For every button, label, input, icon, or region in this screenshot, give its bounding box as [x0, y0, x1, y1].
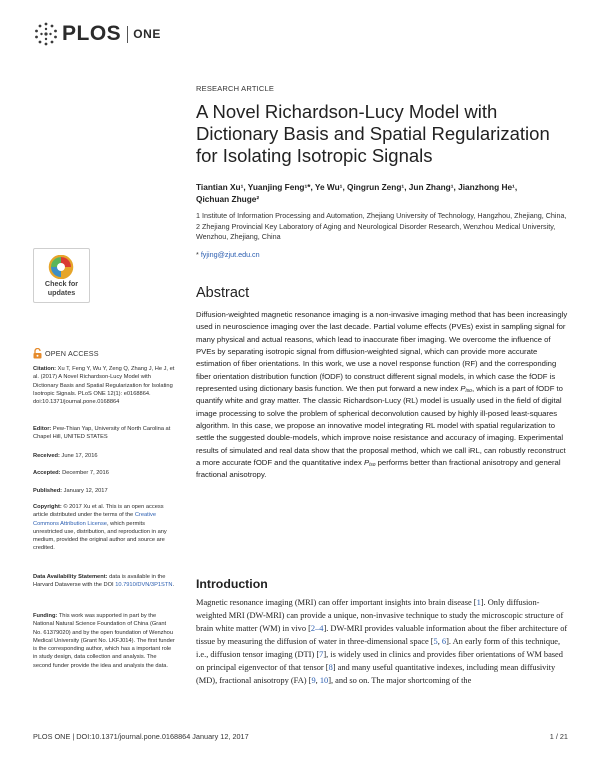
reference-link[interactable]: 9: [311, 676, 316, 686]
intro-text-5: ]. An early form of this technique, i.e., diffusion tensor imaging (DTI) [: [196, 637, 561, 660]
abstract-body: [196, 309, 568, 482]
intro-text-3: ]. DW-MRI provides valuable information about the fiber architecture of tissue by measuring the diffusion of water in three-dimensional space [: [196, 624, 568, 647]
data-availability-block: [33, 573, 176, 590]
received-value: June 17, 2016: [61, 453, 98, 459]
index-subscript-2: iso: [369, 462, 376, 469]
intro-text-7: ] and many useful quantitative indexes, including mean diffusivity (MD), fractional anisotropy (FA) [: [196, 663, 556, 686]
logo-journal: ONE: [133, 27, 161, 41]
intro-text-1: Magnetic resonance imaging (MRI) can offer important insights into brain disease [: [196, 598, 477, 607]
editor-label: Editor:: [33, 426, 52, 432]
intro-text-9: ], and so on. The major shortcoming of the: [328, 676, 472, 686]
open-lock-icon: [33, 348, 42, 359]
reference-link[interactable]: 10: [319, 676, 329, 686]
received-date: [33, 452, 176, 460]
footer-citation: PLOS ONE | DOI:10.1371/journal.pone.0168864 January 12, 2017: [33, 732, 249, 741]
received-label: Received:: [33, 453, 60, 459]
open-access-label: OPEN ACCESS: [45, 349, 99, 358]
email-asterisk: *: [196, 250, 199, 259]
affiliations: 1 Institute of Information Processing and Automation, Zhejiang University of Technology, Hangzhou, Zhejiang, China, 2 Zhejiang Provincial Key Laboratory of Aging and Neurological Disorder Research, Wenzhou Medical University, Wenzhou, Zhejiang, China: [196, 211, 567, 242]
data-availability-pre: data is available in the Harvard Dataverse with the DOI: [33, 574, 166, 589]
authors-line-1: Tiantian Xu¹, Yuanjing Feng¹*, Ye Wu¹, Qingrun Zeng¹, Jun Zhang¹, Jianzhong He¹,: [196, 182, 518, 192]
copyright-post: , which permits unrestricted use, distribution, and reproduction in any medium, provided the original author and source are credited.: [33, 520, 167, 552]
abstract-part-1: Diffusion-weighted magnetic resonance imaging is a non-invasive imaging method that has been increasingly used in neuroscience imaging over the last decade. Partial volume effects (PVEs) exist in sampling signal for many physical and actual reasons, which lead to inaccurate fiber imaging. We overcome the influence of PVEs by separating isotropic signal from diffusion-weighted signal, which can provide more accurate estimation of fiber orientations. In this work, we use a novel response function (RF) and the corresponding fiber orientation distribution function (fODF) to construct different signal models, in which case the fODF is represented using dictionary basis function. We then put forward a new index: [196, 310, 568, 394]
crossmark-line-2: updates: [47, 287, 76, 297]
introduction-body: [196, 596, 568, 687]
email-link[interactable]: fyjing@zjut.edu.cn: [200, 250, 260, 259]
intro-text-4: ,: [437, 637, 442, 647]
intro-text-2: ]. Only diffusion-weighted MRI (DW-MRI) can provide a unique, non-invasive technique to study the microscopic structure of brain white matter (WM) in vivo [: [196, 598, 564, 634]
cc-license-link[interactable]: Creative Commons Attribution License: [33, 512, 156, 527]
accepted-value: December 7, 2016: [62, 470, 109, 476]
authors-line-2: Qichuan Zhuge²: [196, 194, 260, 205]
citation-text: Xu T, Feng Y, Wu Y, Zeng Q, Zhang J, He J, et al. (2017) A Novel Richardson-Lucy Model with Dictionary Basis and Spatial Regularization for Isolating Isotropic Signals. PLoS ONE 12(1): e0168864. doi:10.1371/journal.pone.0168864: [33, 366, 175, 406]
copyright-pre: © 2017 Xu et al. This is an open access article distributed under the terms of the: [33, 504, 164, 519]
citation-label: Citation:: [33, 366, 57, 372]
logo-divider: [127, 26, 128, 43]
reference-link[interactable]: 8: [328, 663, 333, 673]
funding-block: [33, 612, 176, 670]
abstract-part-3: performs better than fractional anisotropy and general fractional anisotropy.: [196, 458, 561, 480]
plos-one-logo: [33, 22, 161, 46]
funding-label: Funding:: [33, 613, 58, 619]
check-for-updates-badge[interactable]: [33, 248, 90, 303]
index-symbol-2: P: [363, 458, 370, 468]
corresponding-email: [196, 250, 260, 259]
data-availability-label: Data Availability Statement:: [33, 574, 108, 580]
citation-block: [33, 365, 176, 406]
index-symbol: P: [460, 384, 466, 394]
crossmark-icon: [48, 255, 74, 279]
article-type: RESEARCH ARTICLE: [196, 84, 275, 93]
editor-block: [33, 425, 176, 442]
copyright-block: [33, 503, 176, 553]
published-date: [33, 487, 176, 495]
dataverse-doi-link[interactable]: 10.7910/DVN/3P1STN: [115, 582, 173, 589]
page-number: 1 / 21: [549, 732, 568, 741]
accepted-date: [33, 469, 176, 477]
accepted-label: Accepted:: [33, 470, 61, 476]
reference-link[interactable]: 7: [319, 650, 324, 660]
author-list: [196, 181, 556, 206]
plos-dots-icon: [33, 22, 59, 46]
article-title: A Novel Richardson-Lucy Model with Dictionary Basis and Spatial Regularization for Isolating Isotropic Signals: [196, 101, 550, 166]
logo-word: PLOS: [62, 22, 122, 45]
abstract-part-2: , which is a part of fODF to quantify white and gray matter. The classic Richardson-Lucy (RL) model is usually used in the field of digital image processing to solve the problem of spherical deconvolution caused by highly ill-posed least-squares algorithm. In this case, we propose an innovative model integrating RL model with spatial regularization to settle the suggested double-models, which improve noise resistance and accuracy of imaging. Experimental results of simulated and real data show that the proposal method, which we call iRL, can robustly reconstruct a more accurate fODF and the quantitative index: [196, 384, 566, 468]
editor-text: Pew-Thian Yap, University of North Carolina at Chapel Hill, UNITED STATES: [33, 426, 171, 441]
published-value: January 12, 2017: [63, 488, 108, 494]
intro-text-8: ,: [315, 676, 320, 686]
open-access-badge: [33, 348, 99, 359]
reference-link[interactable]: 6: [441, 637, 447, 647]
funding-text: This work was supported in part by the National Natural Science Foundation of China (Grant No. 61379020) and by the open foundation of Wenzhou Medical University (Grant No. LKFJ014). The first funder is the corresponding author, which has a important role in study design, data collection and analysis. The second funder provide the idea and analysis the data.: [33, 613, 175, 669]
intro-text-6: ], is widely used in clinics and provides fiber orientations of WM based on principal eigenvector of that tensor [: [196, 650, 563, 673]
abstract-heading: Abstract: [196, 285, 250, 301]
data-availability-post: .: [172, 582, 175, 589]
index-subscript: iso: [465, 388, 472, 395]
reference-link[interactable]: 5: [433, 637, 438, 647]
crossmark-line-1: Check for: [44, 279, 79, 288]
published-label: Published:: [33, 488, 63, 494]
copyright-label: Copyright:: [33, 504, 62, 510]
reference-link[interactable]: 1: [476, 598, 481, 607]
crossmark-label: [34, 280, 89, 297]
introduction-heading: Introduction: [196, 577, 268, 591]
reference-link[interactable]: 2–4: [310, 624, 324, 634]
